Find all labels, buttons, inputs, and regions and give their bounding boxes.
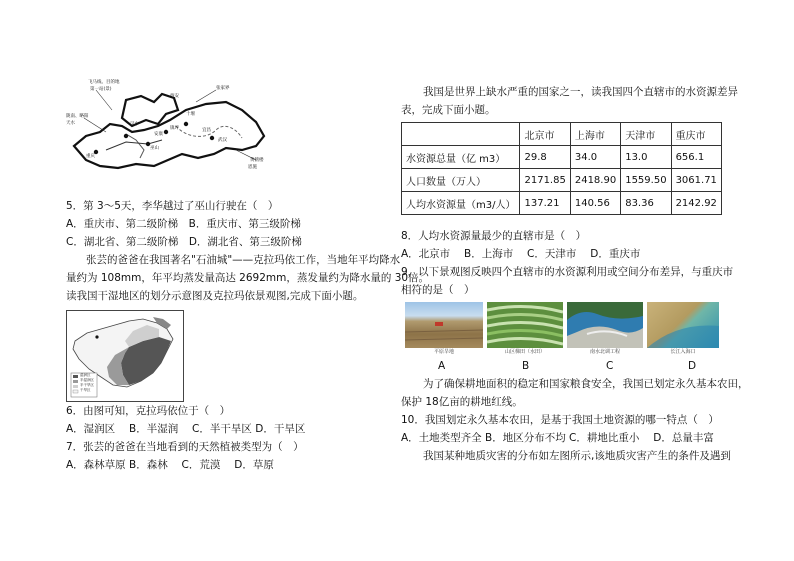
map-label: 黄鹤楼 (250, 158, 264, 163)
table-header-cell: 北京市 (520, 123, 570, 146)
map-label: 安康 (154, 132, 163, 137)
farmland-line: 为了确保耕地面积的稳定和国家粮食安全，我国已划定永久基本农田， (423, 378, 749, 390)
map-label: 飞马线、目的地 (88, 80, 120, 85)
farmland-line: 保护 18亿亩的耕地红线。 (401, 396, 523, 408)
table-cell: 29.8 (520, 146, 570, 169)
photo-caption: 南水北调工程 (589, 349, 620, 355)
q7-options: A．森林草原 B．森林 C．荒漠 D．草原 (66, 459, 274, 471)
q8-options: A．北京市 B．上海市 C．天津市 D．重庆市 (401, 248, 641, 260)
photo-terraces (487, 302, 563, 348)
table-cell: 人均水资源量（m3/人） (402, 192, 520, 215)
legend-item: 半干旱区 (80, 383, 94, 387)
table-cell: 656.1 (671, 146, 721, 169)
q10-stem: 10．我国划定永久基本农田，是基于我国土地资源的哪一特点（ ） (401, 414, 719, 426)
table-header-row (402, 123, 722, 146)
intro-line: 我国是世界上缺水严重的国家之一，读我国四个直辖市的水资源差异 (423, 86, 738, 98)
passage-line: 读我国干湿地区的划分示意图及克拉玛依景观图,完成下面小题。 (66, 290, 364, 302)
photo-letter: A (438, 360, 446, 372)
table-cell: 人口数量（万人） (402, 169, 520, 192)
q6-options: A．湿润区 B．半湿润 C．半干旱区 D．干旱区 (66, 423, 306, 435)
q5-stem: 5．第 3～5天，李华越过了巫山行驶在（ ） (66, 200, 279, 212)
q5-options-row2: C．湖北省、第二级阶梯 D．湖北省、第三级阶梯 (66, 236, 302, 248)
table-cell: 13.0 (621, 146, 671, 169)
table-cell: 2171.85 (520, 169, 570, 192)
passage-line: 量约为 108mm，年平均蒸发量高达 2692mm，蒸发量约为降水量的 30倍。 (66, 272, 430, 284)
table-cell: 水资源总量（亿 m3） (402, 146, 520, 169)
route-map (66, 80, 284, 172)
table-cell: 34.0 (570, 146, 620, 169)
map-label: 镇坪 (170, 126, 179, 131)
q6-stem: 6．由图可知，克拉玛依位于（ ） (66, 405, 231, 417)
photo-plain-farmland (405, 302, 483, 348)
water-resource-table (401, 122, 722, 215)
map-label: 张家界 (216, 86, 230, 91)
map-label: 恩施 (248, 165, 257, 170)
table-cell: 2418.90 (570, 169, 620, 192)
q10-options: A．土地类型齐全 B．地区分布不均 C．耕地比重小 D．总量丰富 (401, 432, 714, 444)
table-row (402, 169, 722, 192)
table-header-cell (402, 123, 520, 146)
legend-item: 半湿润区 (80, 378, 94, 382)
table-header-cell: 重庆市 (671, 123, 721, 146)
table-cell: 137.21 (520, 192, 570, 215)
map-label: 陇南、略阳 (66, 114, 89, 119)
table-cell: 2142.92 (671, 192, 721, 215)
table-cell: 83.36 (621, 192, 671, 215)
q9-stem: 相符的是（ ） (401, 284, 475, 296)
photo-caption: 长江入海口 (670, 349, 696, 355)
dryness-map (66, 310, 184, 402)
q9-stem: 9．以下景观图反映四个直辖市的水资源利用或空间分布差异，与重庆市 (401, 266, 734, 278)
map-label: 汉中 (130, 122, 139, 127)
map-label: 西安 (170, 94, 179, 99)
passage-line: 张芸的爸爸在我国著名"石油城"——克拉玛依工作，当地年平均降水 (86, 254, 401, 266)
map-label: 重庆 (86, 154, 95, 159)
table-header-cell: 天津市 (621, 123, 671, 146)
photo-letter: C (606, 360, 614, 372)
table-row (402, 192, 722, 215)
photo-letter: B (522, 360, 530, 372)
map-label: 武汉 (218, 138, 227, 143)
photo-water-project (567, 302, 643, 348)
table-cell: 140.56 (570, 192, 620, 215)
final-line: 我国某种地质灾害的分布如左图所示,该地质灾害产生的条件及遇到 (423, 450, 731, 462)
legend-item: 湿润区 (80, 373, 91, 377)
legend-item: 干旱区 (80, 388, 91, 392)
photo-caption: 平原旱地 (433, 349, 454, 355)
photo-letter: D (688, 360, 697, 372)
photo-river-mouth (647, 302, 719, 348)
map-label: 宜昌 (202, 128, 211, 133)
photo-caption: 山区梯田（水田） (504, 349, 545, 355)
q8-stem: 8．人均水资源量最少的直辖市是（ ） (401, 230, 587, 242)
table-row (402, 146, 722, 169)
table-cell: 3061.71 (671, 169, 721, 192)
map-label: 天水 (66, 121, 75, 126)
map-label: 十堰 (186, 112, 195, 117)
table-cell: 1559.50 (621, 169, 671, 192)
map-label: 第一站(景) (90, 87, 112, 92)
map-label: 巫山 (150, 146, 159, 151)
q5-options-row1: A．重庆市、第二级阶梯 B．重庆市、第三级阶梯 (66, 218, 301, 230)
intro-line: 表，完成下面小题。 (401, 104, 496, 116)
table-header-cell: 上海市 (570, 123, 620, 146)
q7-stem: 7．张芸的爸爸在当地看到的天然植被类型为（ ） (66, 441, 304, 453)
